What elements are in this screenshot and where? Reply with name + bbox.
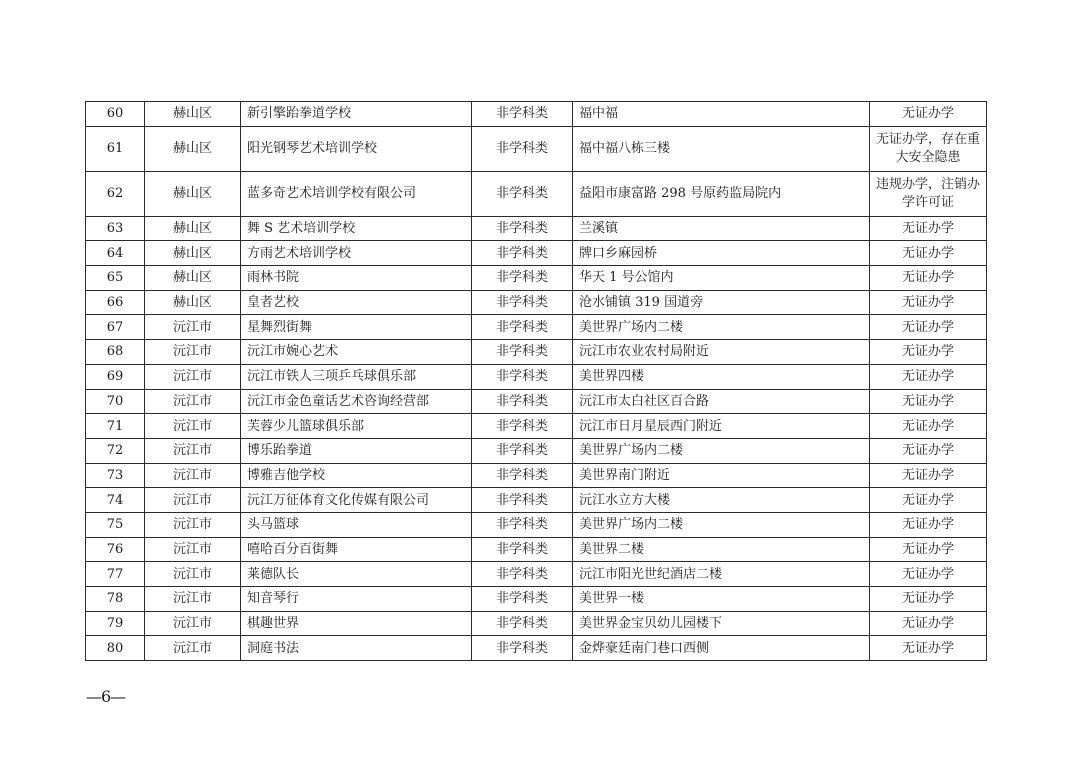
row-number: 73 bbox=[86, 463, 145, 488]
table-row bbox=[86, 126, 987, 171]
row-number: 72 bbox=[86, 438, 145, 463]
category-cell: 非学科类 bbox=[472, 562, 573, 587]
status-cell: 违规办学，注销办学许可证 bbox=[870, 171, 987, 216]
institution-name-cell: 新引擎跆拳道学校 bbox=[241, 102, 472, 127]
category-cell: 非学科类 bbox=[472, 636, 573, 661]
row-number: 78 bbox=[86, 587, 145, 612]
status-cell: 无证办学 bbox=[870, 340, 987, 365]
status-cell: 无证办学 bbox=[870, 438, 987, 463]
institution-name-cell: 莱德队长 bbox=[241, 562, 472, 587]
institution-name-cell: 舞 S 艺术培训学校 bbox=[241, 216, 472, 241]
district-cell: 沅江市 bbox=[145, 587, 241, 612]
institution-name-cell: 博乐跆拳道 bbox=[241, 438, 472, 463]
row-number: 70 bbox=[86, 389, 145, 414]
institution-name-cell: 蓝多奇艺术培训学校有限公司 bbox=[241, 171, 472, 216]
table-row bbox=[86, 414, 987, 439]
address-cell: 兰溪镇 bbox=[573, 216, 870, 241]
table-row bbox=[86, 241, 987, 266]
row-number: 65 bbox=[86, 266, 145, 291]
category-cell: 非学科类 bbox=[472, 438, 573, 463]
district-cell: 沅江市 bbox=[145, 340, 241, 365]
address-cell: 福中福八栋三楼 bbox=[573, 126, 870, 171]
status-cell: 无证办学 bbox=[870, 562, 987, 587]
category-cell: 非学科类 bbox=[472, 488, 573, 513]
institution-name-cell: 博雅吉他学校 bbox=[241, 463, 472, 488]
row-number: 66 bbox=[86, 290, 145, 315]
table-row bbox=[86, 102, 987, 127]
institution-table bbox=[85, 101, 987, 661]
address-cell: 沅江市日月星辰西门附近 bbox=[573, 414, 870, 439]
table-row bbox=[86, 290, 987, 315]
table-row bbox=[86, 512, 987, 537]
category-cell: 非学科类 bbox=[472, 126, 573, 171]
address-cell: 美世界金宝贝幼儿园楼下 bbox=[573, 611, 870, 636]
row-number: 74 bbox=[86, 488, 145, 513]
institution-name-cell: 星舞烈街舞 bbox=[241, 315, 472, 340]
table-row bbox=[86, 340, 987, 365]
row-number: 61 bbox=[86, 126, 145, 171]
row-number: 62 bbox=[86, 171, 145, 216]
district-cell: 沅江市 bbox=[145, 636, 241, 661]
institution-name-cell: 沅江市铁人三项乒乓球俱乐部 bbox=[241, 364, 472, 389]
status-cell: 无证办学 bbox=[870, 290, 987, 315]
district-cell: 沅江市 bbox=[145, 463, 241, 488]
district-cell: 赫山区 bbox=[145, 102, 241, 127]
table-body bbox=[86, 102, 987, 661]
address-cell: 美世界南门附近 bbox=[573, 463, 870, 488]
address-cell: 沅江市农业农村局附近 bbox=[573, 340, 870, 365]
row-number: 79 bbox=[86, 611, 145, 636]
institution-name-cell: 沅江万征体育文化传媒有限公司 bbox=[241, 488, 472, 513]
table-row bbox=[86, 562, 987, 587]
status-cell: 无证办学 bbox=[870, 241, 987, 266]
status-cell: 无证办学 bbox=[870, 587, 987, 612]
status-cell: 无证办学 bbox=[870, 216, 987, 241]
district-cell: 赫山区 bbox=[145, 290, 241, 315]
district-cell: 沅江市 bbox=[145, 611, 241, 636]
district-cell: 沅江市 bbox=[145, 414, 241, 439]
address-cell: 华天 1 号公馆内 bbox=[573, 266, 870, 291]
district-cell: 沅江市 bbox=[145, 438, 241, 463]
category-cell: 非学科类 bbox=[472, 290, 573, 315]
table-row bbox=[86, 171, 987, 216]
table-row bbox=[86, 315, 987, 340]
district-cell: 赫山区 bbox=[145, 241, 241, 266]
status-cell: 无证办学 bbox=[870, 611, 987, 636]
row-number: 75 bbox=[86, 512, 145, 537]
district-cell: 沅江市 bbox=[145, 562, 241, 587]
address-cell: 沧水铺镇 319 国道旁 bbox=[573, 290, 870, 315]
category-cell: 非学科类 bbox=[472, 241, 573, 266]
category-cell: 非学科类 bbox=[472, 389, 573, 414]
district-cell: 沅江市 bbox=[145, 364, 241, 389]
address-cell: 益阳市康富路 298 号原药监局院内 bbox=[573, 171, 870, 216]
status-cell: 无证办学 bbox=[870, 102, 987, 127]
category-cell: 非学科类 bbox=[472, 102, 573, 127]
district-cell: 赫山区 bbox=[145, 126, 241, 171]
category-cell: 非学科类 bbox=[472, 414, 573, 439]
address-cell: 美世界广场内二楼 bbox=[573, 438, 870, 463]
institution-name-cell: 洞庭书法 bbox=[241, 636, 472, 661]
institution-name-cell: 嘻哈百分百街舞 bbox=[241, 537, 472, 562]
row-number: 63 bbox=[86, 216, 145, 241]
row-number: 60 bbox=[86, 102, 145, 127]
address-cell: 沅江市阳光世纪酒店二楼 bbox=[573, 562, 870, 587]
status-cell: 无证办学 bbox=[870, 463, 987, 488]
category-cell: 非学科类 bbox=[472, 216, 573, 241]
status-cell: 无证办学 bbox=[870, 512, 987, 537]
institution-name-cell: 方雨艺术培训学校 bbox=[241, 241, 472, 266]
table-row bbox=[86, 463, 987, 488]
institution-name-cell: 棋趣世界 bbox=[241, 611, 472, 636]
category-cell: 非学科类 bbox=[472, 266, 573, 291]
address-cell: 沅江水立方大楼 bbox=[573, 488, 870, 513]
category-cell: 非学科类 bbox=[472, 463, 573, 488]
category-cell: 非学科类 bbox=[472, 340, 573, 365]
row-number: 76 bbox=[86, 537, 145, 562]
category-cell: 非学科类 bbox=[472, 537, 573, 562]
status-cell: 无证办学，存在重大安全隐患 bbox=[870, 126, 987, 171]
address-cell: 金烨豪廷南门巷口西侧 bbox=[573, 636, 870, 661]
status-cell: 无证办学 bbox=[870, 389, 987, 414]
status-cell: 无证办学 bbox=[870, 537, 987, 562]
row-number: 64 bbox=[86, 241, 145, 266]
district-cell: 沅江市 bbox=[145, 537, 241, 562]
category-cell: 非学科类 bbox=[472, 171, 573, 216]
address-cell: 美世界二楼 bbox=[573, 537, 870, 562]
status-cell: 无证办学 bbox=[870, 488, 987, 513]
institution-name-cell: 雨林书院 bbox=[241, 266, 472, 291]
address-cell: 美世界广场内二楼 bbox=[573, 315, 870, 340]
status-cell: 无证办学 bbox=[870, 266, 987, 291]
row-number: 67 bbox=[86, 315, 145, 340]
institution-name-cell: 头马篮球 bbox=[241, 512, 472, 537]
district-cell: 沅江市 bbox=[145, 389, 241, 414]
institution-name-cell: 沅江市金色童话艺术咨询经营部 bbox=[241, 389, 472, 414]
table-row bbox=[86, 266, 987, 291]
category-cell: 非学科类 bbox=[472, 512, 573, 537]
table-row bbox=[86, 587, 987, 612]
category-cell: 非学科类 bbox=[472, 611, 573, 636]
row-number: 71 bbox=[86, 414, 145, 439]
row-number: 80 bbox=[86, 636, 145, 661]
district-cell: 沅江市 bbox=[145, 315, 241, 340]
institution-name-cell: 沅江市婉心艺术 bbox=[241, 340, 472, 365]
address-cell: 美世界四楼 bbox=[573, 364, 870, 389]
institution-name-cell: 皇者艺校 bbox=[241, 290, 472, 315]
address-cell: 牌口乡麻园桥 bbox=[573, 241, 870, 266]
category-cell: 非学科类 bbox=[472, 587, 573, 612]
status-cell: 无证办学 bbox=[870, 364, 987, 389]
category-cell: 非学科类 bbox=[472, 315, 573, 340]
table-row bbox=[86, 488, 987, 513]
row-number: 68 bbox=[86, 340, 145, 365]
address-cell: 美世界广场内二楼 bbox=[573, 512, 870, 537]
table-row bbox=[86, 389, 987, 414]
status-cell: 无证办学 bbox=[870, 414, 987, 439]
status-cell: 无证办学 bbox=[870, 636, 987, 661]
district-cell: 沅江市 bbox=[145, 488, 241, 513]
district-cell: 赫山区 bbox=[145, 171, 241, 216]
table-row bbox=[86, 216, 987, 241]
address-cell: 福中福 bbox=[573, 102, 870, 127]
table-row bbox=[86, 611, 987, 636]
district-cell: 赫山区 bbox=[145, 216, 241, 241]
district-cell: 赫山区 bbox=[145, 266, 241, 291]
institution-name-cell: 知音琴行 bbox=[241, 587, 472, 612]
institution-name-cell: 阳光钢琴艺术培训学校 bbox=[241, 126, 472, 171]
row-number: 77 bbox=[86, 562, 145, 587]
address-cell: 美世界一楼 bbox=[573, 587, 870, 612]
address-cell: 沅江市太白社区百合路 bbox=[573, 389, 870, 414]
table-row bbox=[86, 537, 987, 562]
table-row bbox=[86, 364, 987, 389]
district-cell: 沅江市 bbox=[145, 512, 241, 537]
institution-name-cell: 芙蓉少儿篮球俱乐部 bbox=[241, 414, 472, 439]
category-cell: 非学科类 bbox=[472, 364, 573, 389]
page-number: —6— bbox=[86, 687, 126, 706]
status-cell: 无证办学 bbox=[870, 315, 987, 340]
table-row bbox=[86, 636, 987, 661]
table-row bbox=[86, 438, 987, 463]
row-number: 69 bbox=[86, 364, 145, 389]
